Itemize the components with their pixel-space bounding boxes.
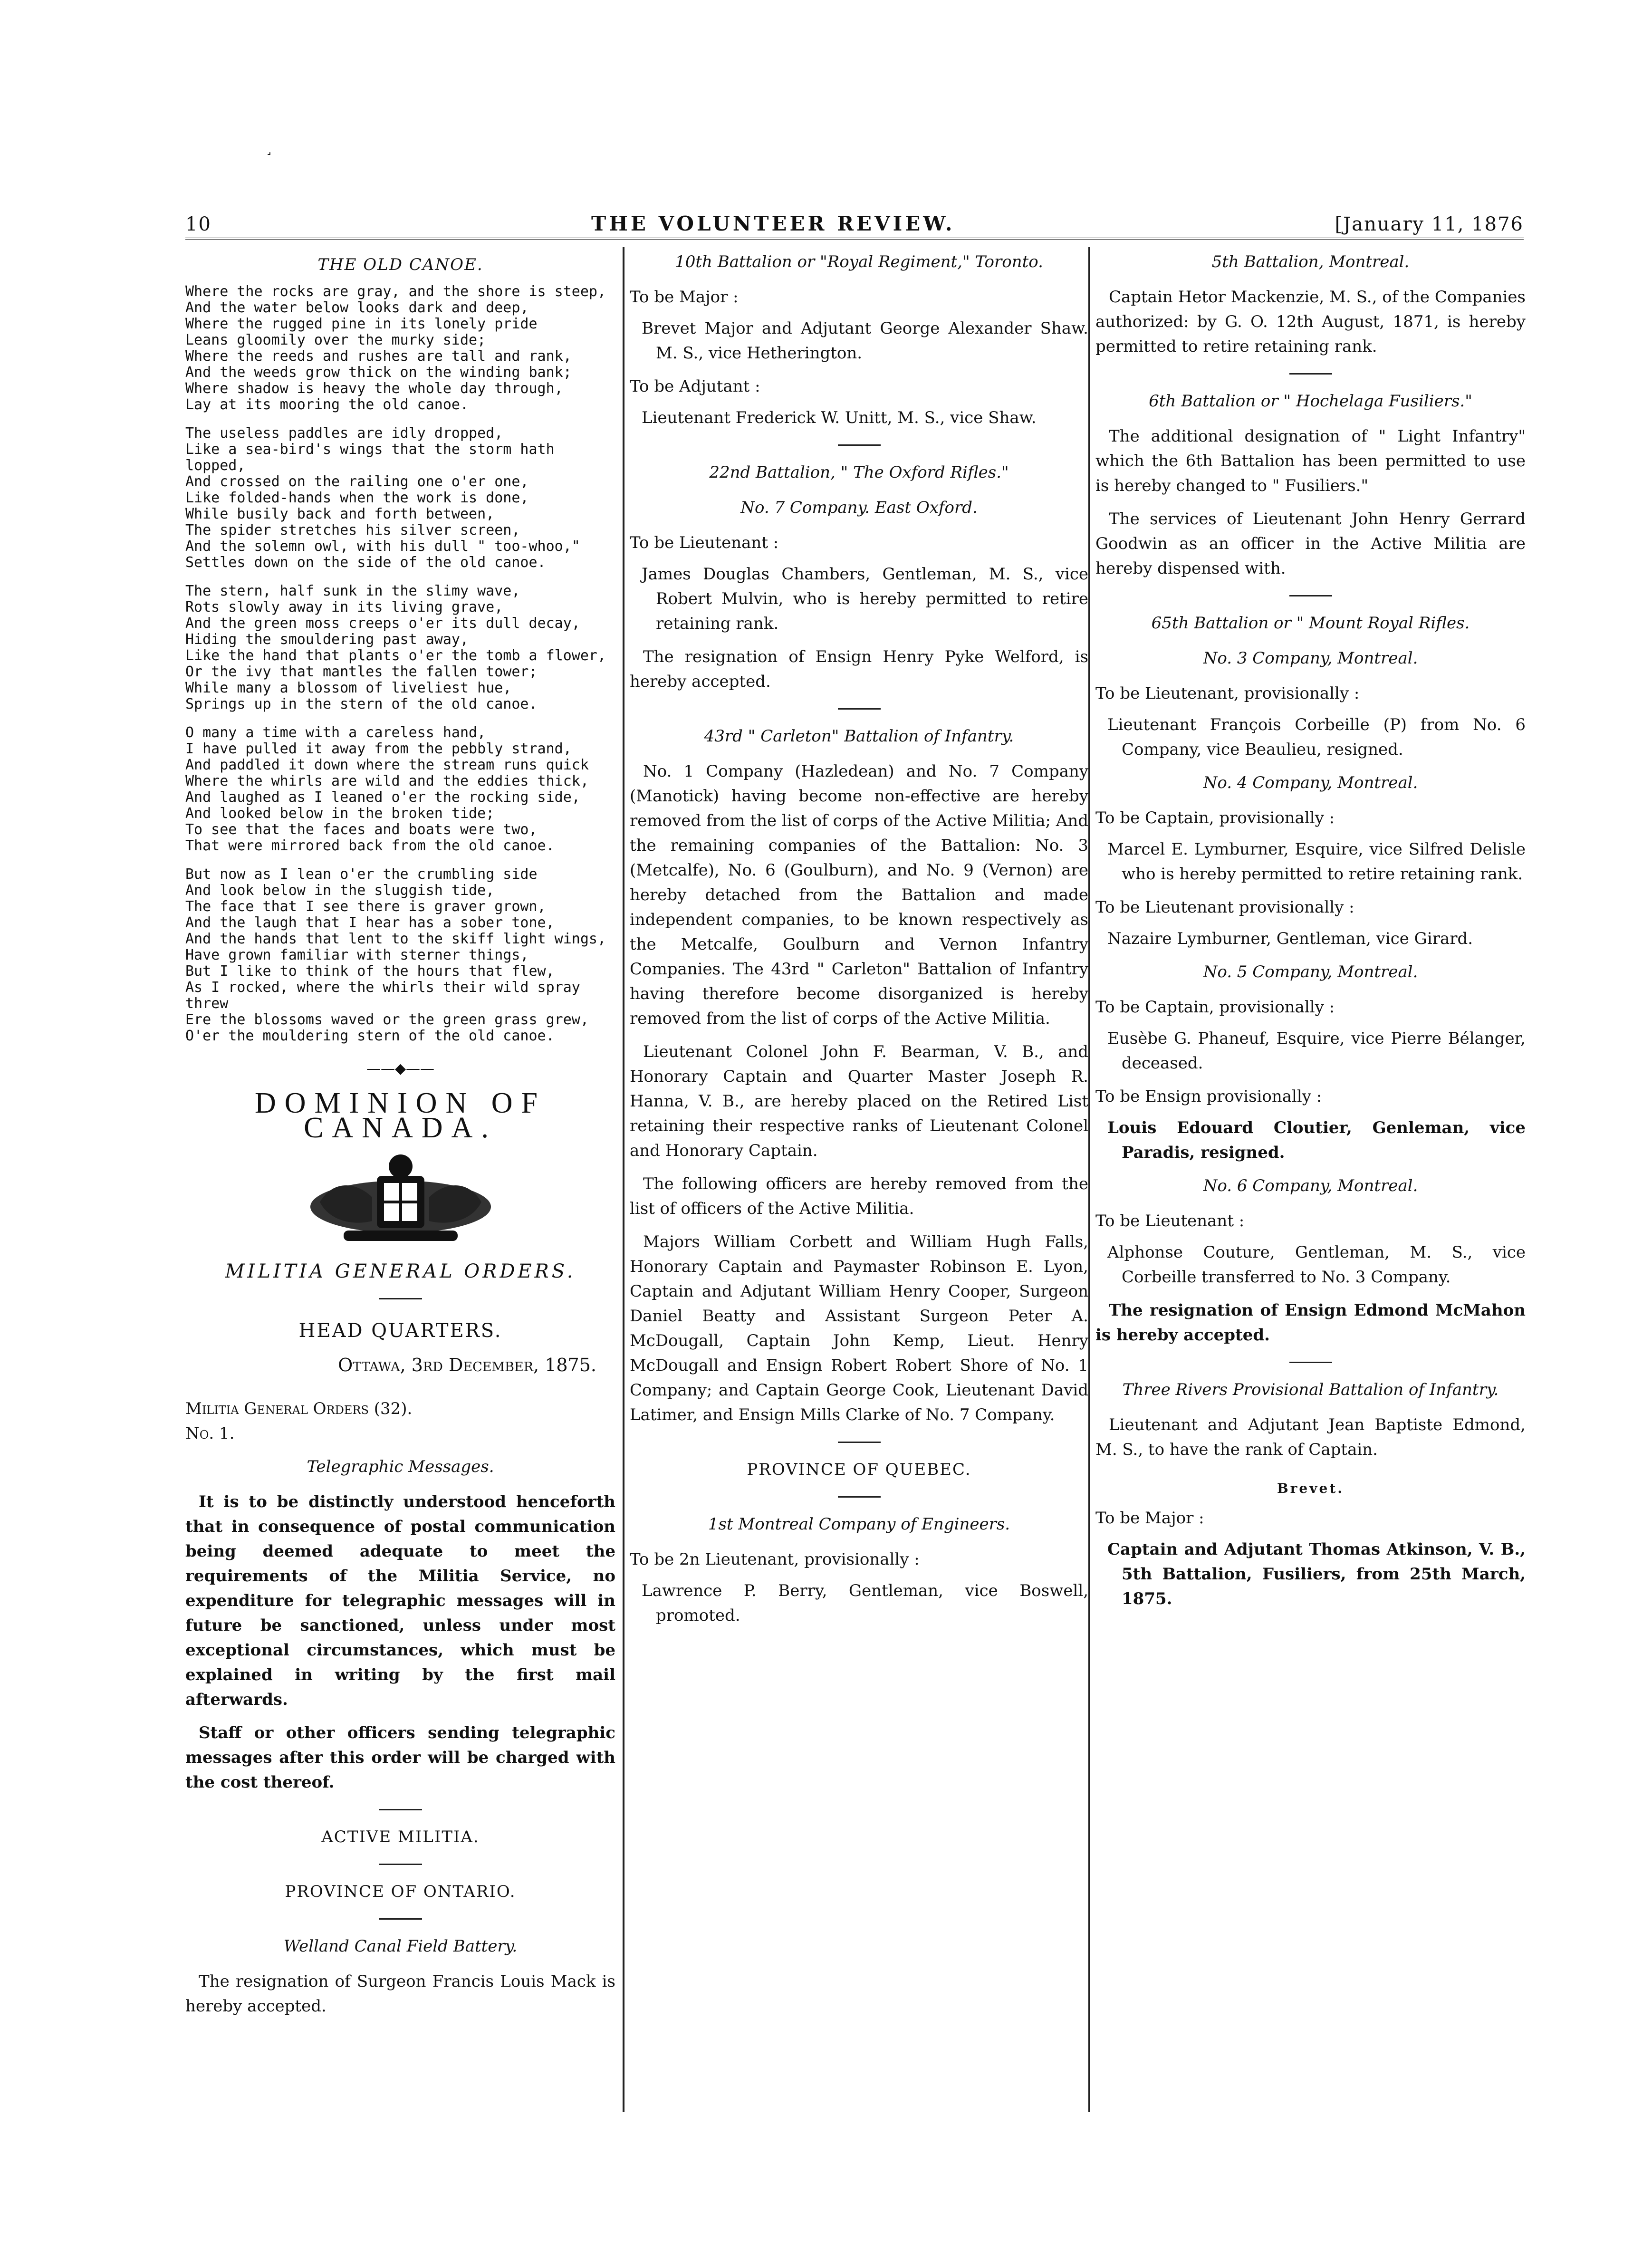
- divider: [838, 444, 881, 446]
- poem-line: And the solemn owl, with his dull " too-whoo,": [185, 538, 580, 555]
- label: To be Adjutant :: [630, 377, 760, 396]
- order-line-2: No. 1.: [185, 1424, 235, 1443]
- company-5-heading: No. 5 Company, Montreal.: [1203, 962, 1418, 981]
- battalion-5-heading: 5th Battalion, Montreal.: [1211, 252, 1410, 271]
- battalion-10-heading: 10th Battalion or "Royal Regiment," Toronto.: [675, 252, 1043, 271]
- poem-line: I have pulled it away from the pebbly strand,: [185, 740, 572, 757]
- resignation-paragraph: The resignation of Ensign Edmond McMahon is hereby accepted.: [1095, 1301, 1526, 1345]
- order-date: Ottawa, 3rd December, 1875.: [338, 1355, 596, 1375]
- label: To be Captain, provisionally :: [1095, 998, 1335, 1017]
- battalion-43-paragraph-1: No. 1 Company (Hazledean) and No. 7 Company (Manotick) having become non-effective are hereby removed from the list of corps of the Active Militia; And the remaining companies of the Battalion: No. 3 (Metcalfe), No. 6 (Goulburn), and No. 9 (Vernon) are hereby detached from the Battalion and made independent companies, to be known respectively as the Metcalfe, Goulburn and Vernon Infantry Companies. The 43rd " Carleton" Battalion of Infantry having therefore become disorganized is hereby removed from the list of corps of the Active Militia.: [630, 762, 1088, 1028]
- poem-line: That were mirrored back from the old canoe.: [185, 837, 555, 854]
- header-rule: [185, 238, 1524, 240]
- poem-line: Or the ivy that mantles the fallen tower;: [185, 663, 538, 680]
- battalion-22-heading: 22nd Battalion, " The Oxford Rifles.": [709, 463, 1009, 482]
- poem-line: Where the reeds and rushes are tall and rank,: [185, 348, 572, 365]
- poem-line: But now as I lean o'er the crumbling side: [185, 866, 538, 883]
- appointment-entry: Captain and Adjutant Thomas Atkinson, V. B., 5th Battalion, Fusiliers, from 25th March, 1875.: [1107, 1540, 1526, 1608]
- company-6-heading: No. 6 Company, Montreal.: [1203, 1176, 1418, 1195]
- poem-line: Settles down on the side of the old canoe.: [185, 554, 546, 571]
- appointment-entry: Brevet Major and Adjutant George Alexander Shaw. M. S., vice Hetherington.: [642, 319, 1088, 363]
- label: To be Major :: [630, 288, 739, 307]
- poem-line: Where the rocks are gray, and the shore is steep,: [185, 283, 606, 300]
- poem-line: O many a time with a careless hand,: [185, 724, 486, 741]
- coat-of-arms-icon: [291, 1150, 510, 1245]
- poem-stanza: [185, 284, 615, 413]
- poem-line: And the hands that lent to the skiff light wings,: [185, 931, 606, 947]
- poem-stanza: [185, 866, 615, 1044]
- battalion-43-paragraph-4: Majors William Corbett and William Hugh Falls, Honorary Captain and Paymaster Robinson E. Lyon, Captain and Adjutant William Henry Cooper, Surgeon Daniel Beatty and Assistant Surgeon Peter A. McDougall, Captain John Kemp, Lieut. Henry McDougall and Ensign Robert Robert Shore of No. 1 Company; and Captain George Cook, Lieutenant David Latimer, and Ensign Mills Clarke of No. 7 Company.: [630, 1232, 1088, 1424]
- poem-stanza: [185, 425, 615, 571]
- battalion-43-heading: 43rd " Carleton" Battalion of Infantry.: [704, 727, 1014, 746]
- masthead-title: THE VOLUNTEER REVIEW.: [591, 212, 955, 235]
- poem-line: Where the rugged pine in its lonely pride: [185, 316, 538, 332]
- appointment-entry: James Douglas Chambers, Gentleman, M. S., vice Robert Mulvin, who is hereby permitted to retire retaining rank.: [642, 565, 1088, 633]
- poem-line: lopped,: [185, 457, 246, 474]
- appointment-entry: Marcel E. Lymburner, Esquire, vice Silfred Delisle who is hereby permitted to retire retaining rank.: [1107, 840, 1526, 884]
- battalion-6-heading: 6th Battalion or " Hochelaga Fusiliers.": [1149, 392, 1472, 411]
- appointment-entry: Lieutenant François Corbeille (P) from No. 6 Company, vice Beaulieu, resigned.: [1107, 715, 1526, 759]
- divider: [379, 1918, 422, 1920]
- poem-line: And looked below in the broken tide;: [185, 805, 495, 822]
- poem-line: While many a blossom of liveliest hue,: [185, 680, 512, 696]
- poem-stanza: [185, 725, 615, 854]
- order-line-1: Militia General Orders (32).: [185, 1399, 413, 1418]
- poem-line: Like the hand that plants o'er the tomb a flower,: [185, 647, 606, 664]
- poem-line: As I rocked, where the whirls their wild spray: [185, 979, 580, 996]
- poem-line: And the green moss creeps o'er its dull decay,: [185, 615, 580, 632]
- province-ontario-heading: PROVINCE OF ONTARIO.: [285, 1882, 516, 1901]
- poem-line: And the weeds grow thick on the winding bank;: [185, 364, 572, 381]
- poem: [185, 284, 615, 1044]
- poem-line: To see that the faces and boats were two,: [185, 821, 538, 838]
- label: To be 2n Lieutenant, provisionally :: [630, 1550, 920, 1569]
- battalion-6-paragraph-2: The services of Lieutenant John Henry Gerrard Goodwin as an officer in the Active Militia are hereby dispensed with.: [1095, 510, 1526, 578]
- headquarters-heading: HEAD QUARTERS.: [298, 1320, 502, 1342]
- telegraphic-paragraph-1: It is to be distinctly understood henceforth that in consequence of postal communication being deemed adequate to meet the requirements of the Militia Service, no expenditure for telegraphic messages will in future be sanctioned, unless under most exceptional circumstances, which must be explained in writing by the first mail afterwards.: [185, 1492, 615, 1709]
- appointment-entry: Nazaire Lymburner, Gentleman, vice Girard.: [1107, 929, 1473, 948]
- telegraphic-paragraph-2: Staff or other officers sending telegraphic messages after this order will be charged with the cost thereof.: [185, 1723, 615, 1792]
- poem-line: Ere the blossoms waved or the green grass grew,: [185, 1011, 589, 1028]
- appointment-entry: Louis Edouard Cloutier, Genleman, vice Paradis, resigned.: [1107, 1118, 1526, 1162]
- company-3-heading: No. 3 Company, Montreal.: [1203, 649, 1418, 668]
- poem-line: threw: [185, 995, 229, 1012]
- poem-line: Like a sea-bird's wings that the storm hath: [185, 441, 555, 458]
- dominion-heading: DOMINION OF CANADA.: [254, 1087, 547, 1144]
- poem-stanza: [185, 583, 615, 712]
- poem-line: The useless paddles are idly dropped,: [185, 425, 503, 442]
- poem-end-ornament: ——◆——: [366, 1060, 435, 1077]
- appointment-entry: Lawrence P. Berry, Gentleman, vice Boswell, promoted.: [642, 1581, 1088, 1625]
- militia-orders-heading: MILITIA GENERAL ORDERS.: [225, 1260, 576, 1282]
- divider: [838, 1496, 881, 1498]
- appointment-entry: Alphonse Couture, Gentleman, M. S., vice Corbeille transferred to No. 3 Company.: [1107, 1243, 1526, 1287]
- telegraphic-heading: Telegraphic Messages.: [307, 1457, 494, 1476]
- label: To be Lieutenant :: [1095, 1212, 1245, 1231]
- province-quebec-heading: PROVINCE OF QUEBEC.: [747, 1460, 971, 1479]
- poem-line: And the water below looks dark and deep,: [185, 299, 529, 316]
- label: To be Captain, provisionally :: [1095, 808, 1335, 827]
- poem-line: Springs up in the stern of the old canoe.: [185, 696, 538, 712]
- label: To be Ensign provisionally :: [1095, 1087, 1322, 1106]
- poem-line: And crossed on the railing one o'er one,: [185, 473, 529, 490]
- battalion-43-paragraph-3: The following officers are hereby removed from the list of officers of the Active Militia.: [630, 1174, 1088, 1218]
- divider: [1289, 595, 1332, 596]
- poem-line: Lay at its mooring the old canoe.: [185, 396, 469, 413]
- column-2: [630, 250, 1088, 1636]
- poem-line: And look below in the sluggish tide,: [185, 882, 495, 899]
- poem-line: Like folded-hands when the work is done,: [185, 490, 529, 506]
- appointment-entry: Eusèbe G. Phaneuf, Esquire, vice Pierre Bélanger, deceased.: [1107, 1029, 1526, 1073]
- column-1: [185, 250, 615, 2027]
- divider: [379, 1864, 422, 1865]
- poem-line: Where shadow is heavy the whole day through,: [185, 380, 563, 397]
- divider: [1289, 1362, 1332, 1363]
- poem-title: THE OLD CANOE.: [317, 255, 483, 274]
- column-divider-2: [1088, 247, 1090, 2112]
- poem-line: The spider stretches his silver screen,: [185, 522, 520, 538]
- column-divider-1: [623, 247, 624, 2112]
- company-4-heading: No. 4 Company, Montreal.: [1203, 773, 1418, 792]
- divider: [379, 1298, 422, 1299]
- divider: [379, 1809, 422, 1810]
- poem-line: And laughed as I leaned o'er the rocking side,: [185, 789, 580, 806]
- poem-line: O'er the mouldering stern of the old canoe.: [185, 1028, 555, 1044]
- label: To be Major :: [1095, 1509, 1204, 1528]
- poem-line: The face that I see there is graver grown,: [185, 898, 546, 915]
- page-number: 10: [185, 213, 211, 235]
- label: To be Lieutenant :: [630, 533, 779, 552]
- three-rivers-paragraph: Lieutenant and Adjutant Jean Baptiste Edmond, M. S., to have the rank of Captain.: [1095, 1415, 1526, 1459]
- battalion-65-heading: 65th Battalion or " Mount Royal Rifles.: [1151, 614, 1470, 633]
- page-speck: ˼: [266, 136, 272, 155]
- welland-heading: Welland Canal Field Battery.: [283, 1937, 518, 1956]
- divider: [838, 1442, 881, 1443]
- divider: [838, 708, 881, 710]
- engineers-heading: 1st Montreal Company of Engineers.: [708, 1515, 1010, 1534]
- battalion-5-paragraph: Captain Hetor Mackenzie, M. S., of the Companies authorized: by G. O. 12th August, 1871, is hereby permitted to retire retaining rank.: [1095, 288, 1526, 356]
- divider: [1289, 373, 1332, 375]
- active-militia-heading: ACTIVE MILITIA.: [321, 1827, 480, 1846]
- brevet-heading: Brevet.: [1277, 1481, 1344, 1496]
- battalion-43-paragraph-2: Lieutenant Colonel John F. Bearman, V. B., and Honorary Captain and Quarter Master Joseph R. Hanna, V. B., are hereby placed on the Retired List retaining their respective ranks of Lieutenant Colonel and Honorary Captain.: [630, 1042, 1088, 1160]
- welland-paragraph: The resignation of Surgeon Francis Louis Mack is hereby accepted.: [185, 1972, 615, 2016]
- poem-line: But I like to think of the hours that flew,: [185, 963, 555, 980]
- page-header: [185, 192, 1524, 235]
- poem-line: Leans gloomily over the murky side;: [185, 332, 486, 348]
- poem-line: And paddled it down where the stream runs quick: [185, 757, 589, 773]
- three-rivers-heading: Three Rivers Provisional Battalion of Infantry.: [1122, 1380, 1499, 1399]
- poem-line: Where the whirls are wild and the eddies thick,: [185, 773, 589, 789]
- poem-line: The stern, half sunk in the slimy wave,: [185, 583, 520, 599]
- appointment-entry: Lieutenant Frederick W. Unitt, M. S., vice Shaw.: [642, 408, 1037, 427]
- poem-line: While busily back and forth between,: [185, 506, 495, 522]
- label: To be Lieutenant provisionally :: [1095, 898, 1354, 917]
- label: To be Lieutenant, provisionally :: [1095, 684, 1360, 703]
- battalion-22-subheading: No. 7 Company. East Oxford.: [740, 498, 978, 517]
- poem-line: Hiding the smouldering past away,: [185, 631, 469, 648]
- column-3: [1095, 250, 1526, 1620]
- poem-line: And the laugh that I hear has a sober tone,: [185, 914, 555, 931]
- issue-date: [January 11, 1876: [1335, 213, 1524, 235]
- resignation-paragraph: The resignation of Ensign Henry Pyke Welford, is hereby accepted.: [630, 647, 1088, 691]
- poem-line: Have grown familiar with sterner things,: [185, 947, 529, 963]
- poem-line: Rots slowly away in its living grave,: [185, 599, 503, 615]
- battalion-6-paragraph-1: The additional designation of " Light Infantry" which the 6th Battalion has been permitted to use is hereby changed to " Fusiliers.": [1095, 427, 1526, 495]
